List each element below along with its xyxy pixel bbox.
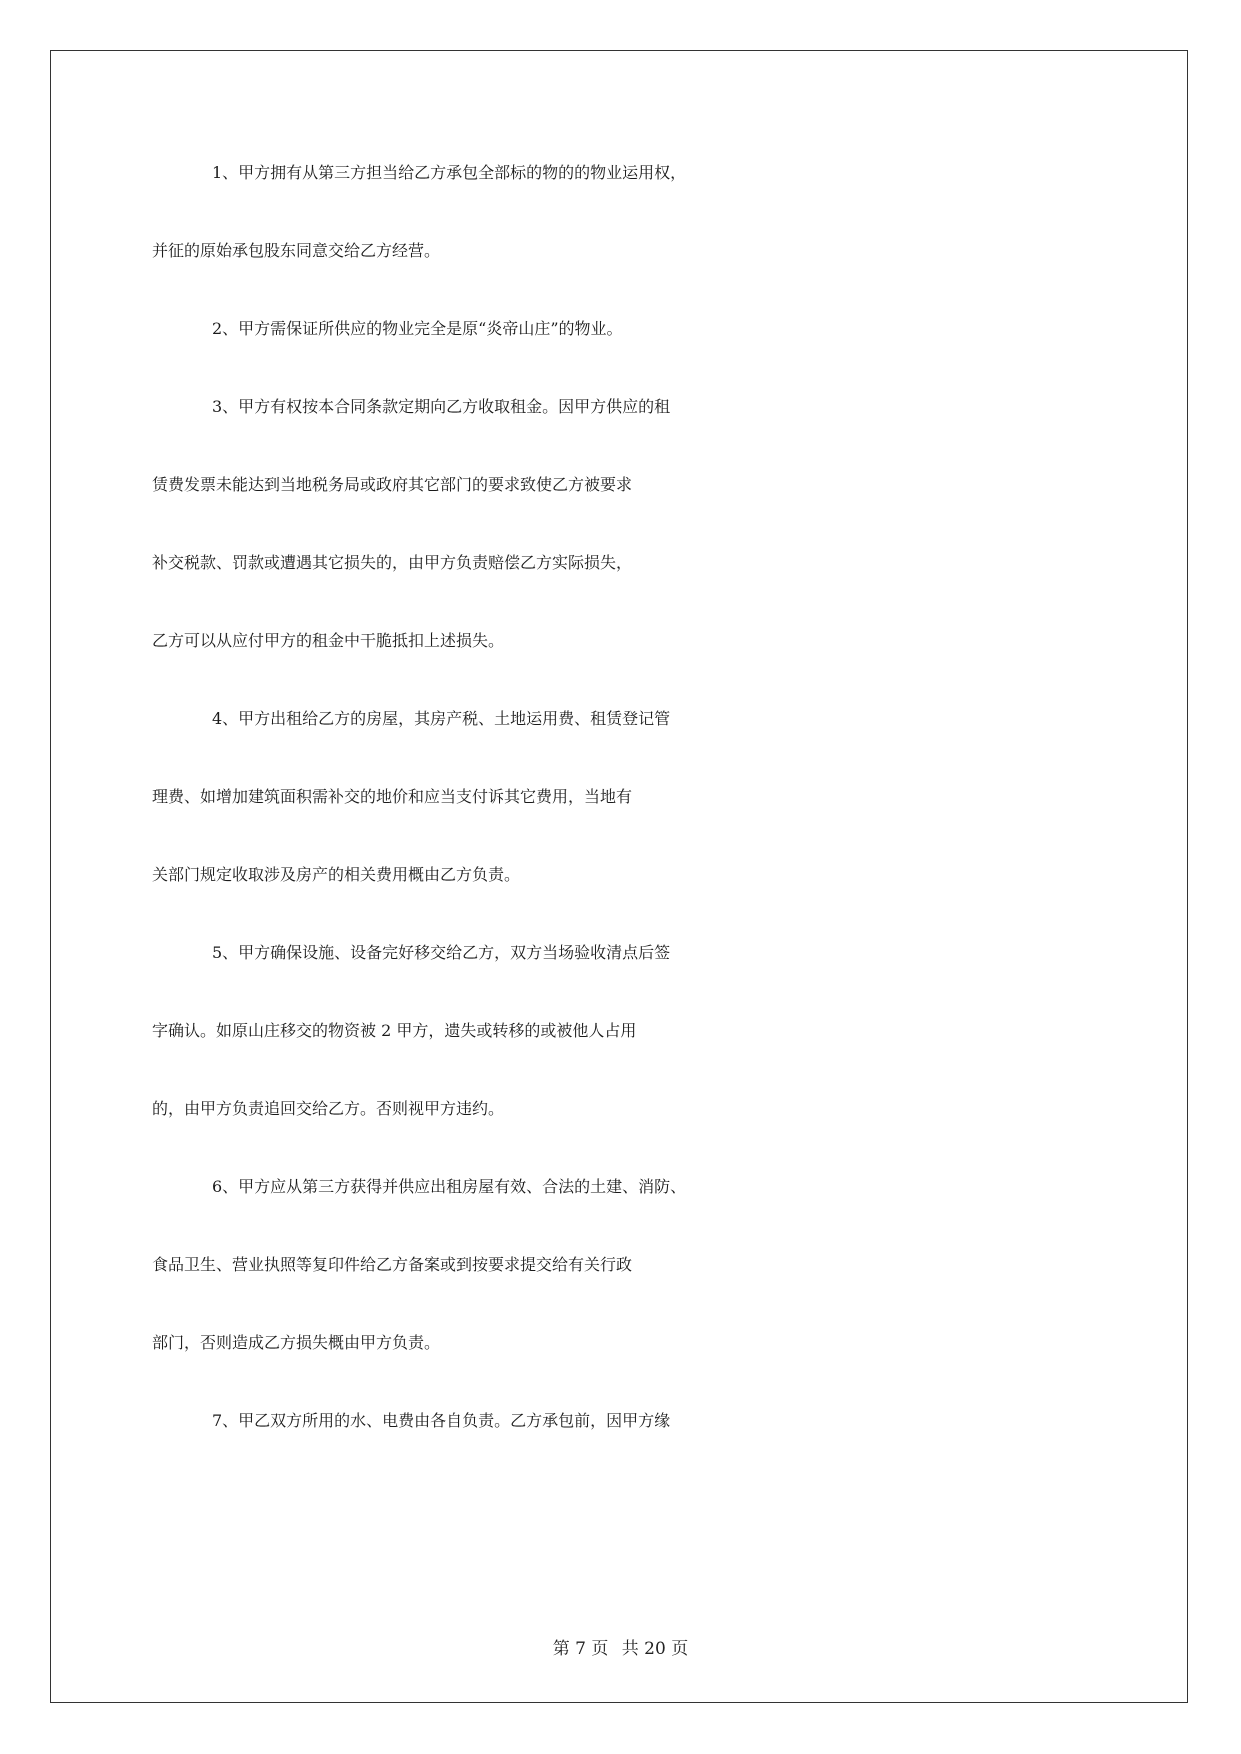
paragraph-5 [152,940,1092,1174]
paragraph-4 [152,706,1092,940]
paragraph-line: 关部门规定收取涉及房产的相关费用概由乙方负责。 [152,865,521,884]
paragraph-2 [152,316,1092,394]
paragraph-line: 7、甲乙双方所用的水、电费由各自负责。乙方承包前，因甲方缘 [212,1411,671,1430]
paragraph-line: 并征的原始承包股东同意交给乙方经营。 [152,241,441,260]
paragraph-line: 4、甲方出租给乙方的房屋，其房产税、土地运用费、租赁登记管 [212,709,671,728]
paragraph-3 [152,394,1092,706]
paragraph-line: 3、甲方有权按本合同条款定期向乙方收取租金。因甲方供应的租 [212,397,671,416]
paragraph-line: 赁费发票未能达到当地税务局或政府其它部门的要求致使乙方被要求 [152,475,633,494]
paragraph-line: 补交税款、罚款或遭遇其它损失的，由甲方负责赔偿乙方实际损失， [152,553,633,572]
page-footer [0,1634,1241,1659]
paragraph-6 [152,1174,1092,1408]
paragraph-line: 食品卫生、营业执照等复印件给乙方备案或到按要求提交给有关行政 [152,1255,633,1274]
document-body [152,160,1092,1486]
page-total: 共 20 页 [621,1639,689,1659]
paragraph-line: 的，由甲方负责追回交给乙方。否则视甲方违约。 [152,1099,505,1118]
paragraph-line: 理费、如增加建筑面积需补交的地价和应当支付诉其它费用，当地有 [152,787,633,806]
paragraph-line: 6、甲方应从第三方获得并供应出租房屋有效、合法的土建、消防、 [212,1177,687,1196]
paragraph-line: 5、甲方确保设施、设备完好移交给乙方，双方当场验收清点后签 [212,943,671,962]
paragraph-line: 部门，否则造成乙方损失概由甲方负责。 [152,1333,441,1352]
paragraph-7 [152,1408,1092,1486]
paragraph-1 [152,160,1092,316]
paragraph-line: 字确认。如原山庄移交的物资被 2 甲方，遗失或转移的或被他人占用 [152,1021,637,1040]
page-number: 第 7 页 [552,1639,609,1659]
paragraph-line: 乙方可以从应付甲方的租金中干脆抵扣上述损失。 [152,631,505,650]
paragraph-line: 1、甲方拥有从第三方担当给乙方承包全部标的物的的物业运用权， [212,163,687,182]
paragraph-line: 2、甲方需保证所供应的物业完全是原“炎帝山庄”的物业。 [212,319,623,338]
